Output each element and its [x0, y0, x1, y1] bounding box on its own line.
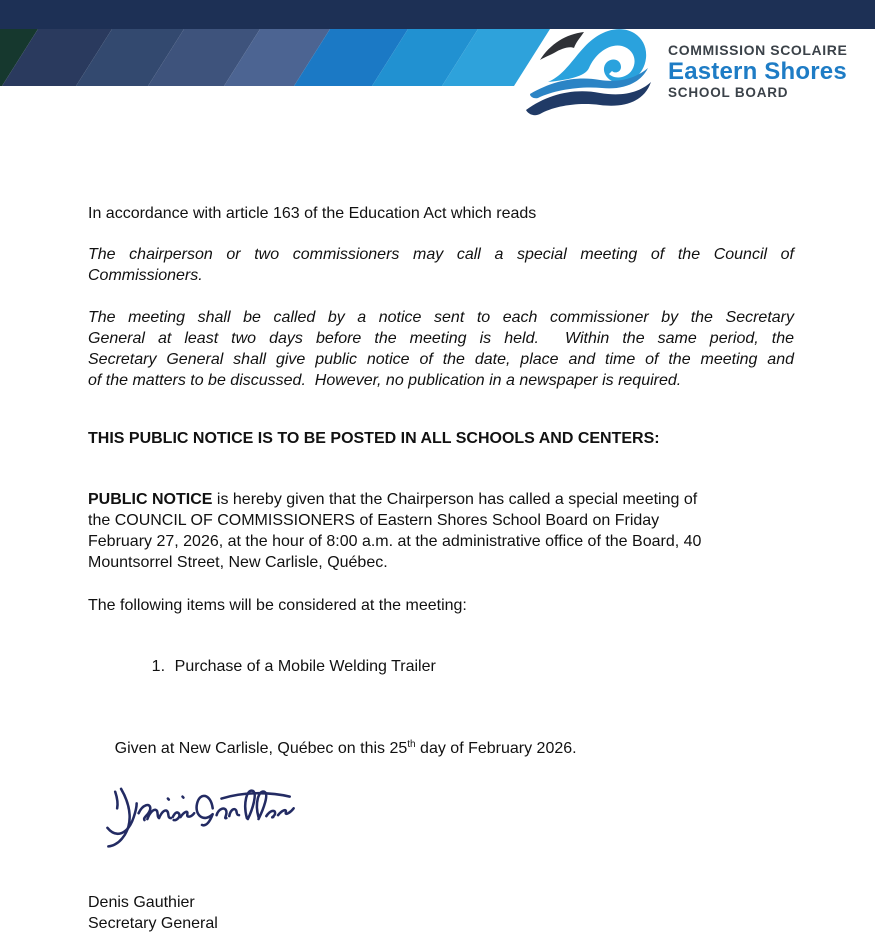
notice-body: [88, 203, 794, 934]
signature-image: [96, 782, 306, 860]
quote-line: General at least two days before the meeting is held. Within the same period, the: [88, 330, 794, 347]
agenda-item: [125, 635, 794, 698]
public-notice-paragraph: [88, 489, 794, 573]
signatory-title: Secretary General: [88, 915, 218, 932]
notice-line: Mountsorrel Street, New Carlisle, Québec.: [88, 554, 388, 571]
logo-commission-scolaire: COMMISSION SCOLAIRE: [668, 42, 848, 58]
notice-line: February 27, 2026, at the hour of 8:00 a.m. at the administrative office of the Board, 40: [88, 533, 702, 550]
given-line: Given at New Carlisle, Québec on this 25th day of February 2026.: [114, 739, 577, 757]
quote-line: Commissioners.: [88, 267, 203, 284]
posting-heading: THIS PUBLIC NOTICE IS TO BE POSTED IN ALL SCHOOLS AND CENTERS:: [88, 430, 660, 447]
quote-line: The chairperson or two commissioners may call a special meeting of the Council of: [88, 246, 794, 263]
wave-logo-icon: [526, 26, 658, 114]
logo-school-board: SCHOOL BOARD: [668, 85, 789, 100]
ordinal-superscript: th: [407, 739, 416, 750]
agenda-item-number: 1.: [151, 658, 166, 675]
signatory-block: [88, 892, 794, 934]
agenda-intro: The following items will be considered at the meeting:: [88, 597, 467, 614]
quote-line: of the matters to be discussed. However, no publication in a newspaper is required.: [88, 372, 682, 389]
statute-quote-1: [88, 244, 794, 286]
signatory-name: Denis Gauthier: [88, 894, 195, 911]
wave-curl-shape: [548, 29, 646, 83]
notice-line: the COUNCIL OF COMMISSIONERS of Eastern Shores School Board on Friday: [88, 512, 660, 529]
intro-line: In accordance with article 163 of the Education Act which reads: [88, 205, 537, 222]
agenda-item-text: Purchase of a Mobile Welding Trailer: [174, 658, 436, 675]
header-top-bar: [0, 0, 875, 29]
statute-quote-2: [88, 307, 794, 391]
notice-line: PUBLIC NOTICE is hereby given that the Chairperson has called a special meeting of: [88, 491, 698, 508]
public-notice-lead: PUBLIC NOTICE: [88, 491, 213, 508]
logo-eastern-shores: Eastern Shores: [668, 58, 847, 85]
signature-strokes: [107, 789, 293, 847]
quote-line: The meeting shall be called by a notice sent to each commissioner by the Secretary: [88, 309, 794, 326]
school-board-logo: [668, 42, 868, 100]
quote-line: Secretary General shall give public notice of the date, place and time of the meeting and: [88, 351, 794, 368]
